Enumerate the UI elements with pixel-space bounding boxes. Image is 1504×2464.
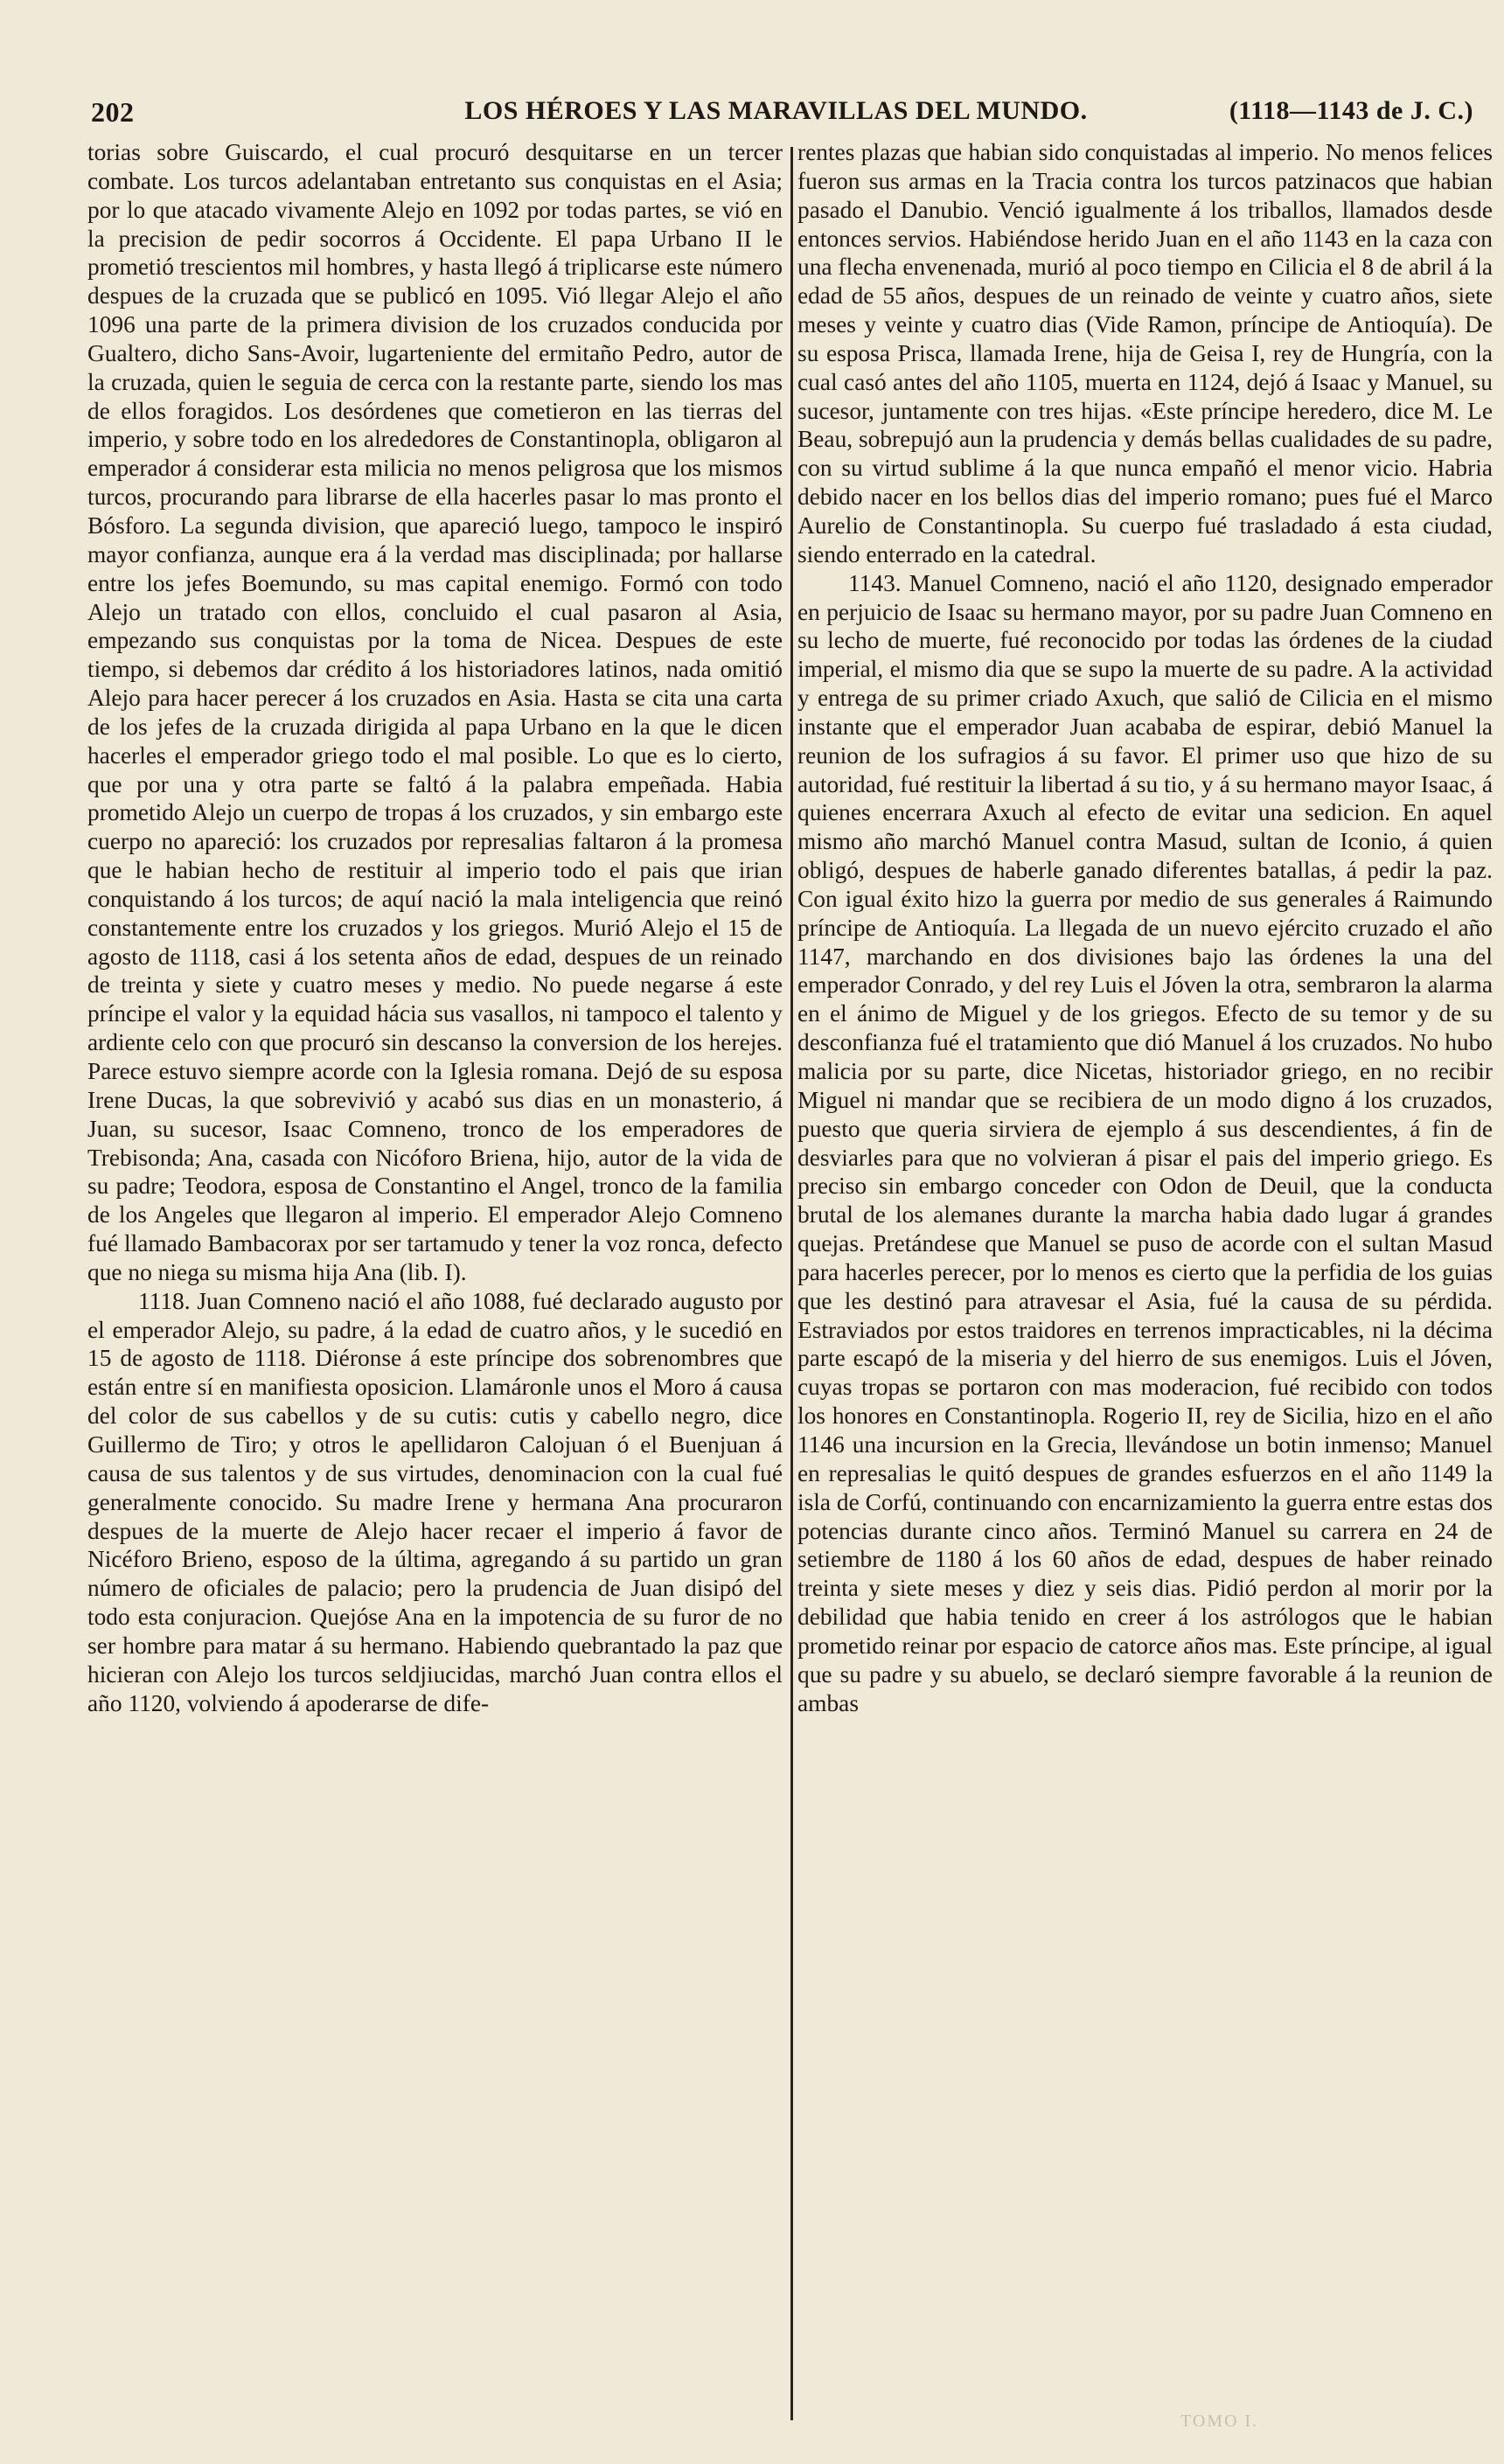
date-range: (1118—1143 de J. C.) (1229, 96, 1473, 125)
book-title: LOS HÉROES Y LAS MARAVILLAS DEL MUNDO. (464, 96, 1088, 125)
right-paragraph-juan-continued: rentes plazas que habian sido conquistadas al imperio. No menos felices fueron sus armas en la Tracia contra los turcos patzinacos que habian pasado el Danubio. Venció igualmente á los triballos, llamados desde entonces servios. Habiéndose herido Juan en el año 1143 en la caza con una flecha envenenada, murió al poco tiempo en Cilicia el 8 de abril á la edad de 55 años, despues de un reinado de veinte y cuatro años, siete meses y veinte y cuatro dias (Vide Ramon, príncipe de Antioquía). De su esposa Prisca, llamada Irene, hija de Geisa I, rey de Hungría, con la cual casó antes del año 1105, muerta en 1124, dejó á Isaac y Manuel, su sucesor, juntamente con tres hijas. «Este príncipe heredero, dice M. Le Beau, sobrepujó aun la prudencia y demás bellas cualidades de su padre, con su virtud sublime á la que nunca empañó el menor vicio. Habria debido nacer en los bellos dias del imperio romano; pues fué el Marco Aurelio de Constantinopla. Su cuerpo fué trasladado á esta ciudad, siendo enterrado en la catedral. (797, 139, 1493, 567)
left-paragraph-juan-comneno: 1118. Juan Comneno nació el año 1088, fué declarado augusto por el emperador Alejo, su padre, á la edad de cuatro años, y le sucedió en 15 de agosto de 1118. Diéronse á este príncipe dos sobrenombres que están entre sí en manifiesta oposicion. Llamáronle unos el Moro á causa del color de sus cabellos y de su cutis: cutis y cabello negro, dice Guillermo de Tiro; y otros le apellidaron Calojuan ó el Buenjuan á causa de sus talentos y de sus virtudes, denominacion con la cual fué generalmente conocido. Su madre Irene y hermana Ana procuraron despues de la muerte de Alejo hacer recaer el imperio á favor de Nicéforo Brieno, esposo de la última, agregando á su partido un gran número de oficiales de palacio; pero la prudencia de Juan disipó del todo esta conjuracion. Quejóse Ana en la impotencia de su furor de no ser hombre para matar á su hermano. Habiendo quebrantado la paz que hicieran con Alejo los turcos seldjiucidas, marchó Juan contra ellos el año 1120, volviendo á apoderarse de dife- (87, 1287, 783, 1716)
left-column (87, 138, 783, 2394)
column-divider (790, 147, 793, 2420)
show-through-footer: TOMO I. (1180, 2412, 1259, 2431)
page-number: 202 (91, 96, 135, 128)
left-paragraph-alejo: torias sobre Guiscardo, el cual procuró desquitarse en un tercer combate. Los turcos adelantaban entretanto sus conquistas en el Asia; por lo que atacado vivamente Alejo en 1092 por todas partes, se vió en la precision de pedir socorros á Occidente. El papa Urbano II le prometió trescientos mil hombres, y hasta llegó á triplicarse este número despues de la cruzada que se publicó en 1095. Vió llegar Alejo el año 1096 una parte de la primera division de los cruzados conducida por Gualtero, dicho Sans-Avoir, lugarteniente del ermitaño Pedro, autor de la cruzada, quien le seguia de cerca con la restante parte, siendo los mas de ellos foragidos. Los desórdenes que cometieron en las tierras del imperio, y sobre todo en los alrededores de Constantinopla, obligaron al emperador á considerar esta milicia no menos peligrosa que los mismos turcos, procurando para librarse de ella hacerles pasar lo mas pronto el Bósforo. La segunda division, que apareció luego, tampoco le inspiró mayor confianza, aunque era á la verdad mas disciplinada; por hallarse entre los jefes Boemundo, su mas capital enemigo. Formó con todo Alejo un tratado con ellos, concluido el cual pasaron al Asia, empezando sus conquistas por la toma de Nicea. Despues de este tiempo, si debemos dar crédito á los historiadores latinos, nada omitió Alejo para hacer perecer á los cruzados en Asia. Hasta se cita una carta de los jefes de la cruzada dirigida al papa Urbano en la que le dicen hacerles el emperador griego todo el mal posible. Lo que es lo cierto, que por una y otra parte se faltó á la palabra empeñada. Habia prometido Alejo un cuerpo de tropas á los cruzados, y sin embargo este cuerpo no apareció: los cruzados por represalias faltaron á la promesa que le habian hecho de restituir al imperio todo el pais que irian conquistando á los turcos; de aquí nació la mala inteligencia que reinó constantemente entre los cruzados y los griegos. Murió Alejo el 15 de agosto de 1118, casi á los setenta años de edad, despues de un reinado de treinta y siete y cuatro meses y medio. No puede negarse á este príncipe el valor y la equidad hácia sus vasallos, ni tampoco el talento y ardiente celo con que procuró sin descanso la conversion de los herejes. Parece estuvo siempre acorde con la Iglesia romana. Dejó de su esposa Irene Ducas, la que sobrevivió y acabó sus dias en un monasterio, á Juan, su sucesor, Isaac Comneno, tronco de los emperadores de Trebisonda; Ana, casada con Nicóforo Briena, hijo, autor de la vida de su padre; Teodora, esposa de Constantino el Angel, tronco de la familia de los Angeles que llegaron al imperio. El emperador Alejo Comneno fué llamado Bambacorax por ser tartamudo y tener la voz ronca, defecto que no niega su misma hija Ana (lib. I). (87, 139, 783, 1285)
right-column (797, 138, 1493, 2394)
running-header (79, 87, 1473, 129)
right-paragraph-manuel-comneno: 1143. Manuel Comneno, nació el año 1120, designado emperador en perjuicio de Isaac su hermano mayor, por su padre Juan Comneno en su lecho de muerte, fué reconocido por todas las órdenes de la ciudad imperial, el mismo dia que se supo la muerte de su padre. A la actividad y entrega de su primer criado Axuch, que salió de Cilicia en el mismo instante que el emperador Juan acababa de espirar, debió Manuel la reunion de los sufragios á su favor. El primer uso que hizo de su autoridad, fué restituir la libertad á su tio, y á su hermano mayor Isaac, á quienes encerrara Axuch al efecto de evitar una sedicion. En aquel mismo año marchó Manuel contra Masud, sultan de Iconio, á quien obligó, despues de haberle ganado diferentes batallas, á pedir la paz. Con igual éxito hizo la guerra por medio de sus generales á Raimundo príncipe de Antioquía. La llegada de un nuevo ejército cruzado el año 1147, marchando en dos divisiones bajo las órdenes la una del emperador Conrado, y del rey Luis el Jóven la otra, sembraron la alarma en el ánimo de Miguel y de los griegos. Efecto de su temor y de su desconfianza fué el tratamiento que dió Manuel á los cruzados. No hubo malicia por su parte, dice Nicetas, historiador griego, en no recibir Miguel ni mandar que se recibiera de un modo digno á los cruzados, puesto que queria sirviera de ejemplo á sus descendientes, á fin de desviarles para que no volvieran á pisar el pais del imperio griego. Es preciso sin embargo conceder con Odon de Deuil, que la conducta brutal de los alemanes durante la marcha habia dado lugar á grandes quejas. Pretándese que Manuel se puso de acorde con el sultan Masud para hacerles perecer, por lo menos es cierto que la perfidia de los guias que les destinó para atravesar el Asia, fué la causa de su pérdida. Estraviados por estos traidores en terrenos impracticables, ni la décima parte escapó de la miseria y del hierro de sus enemigos. Luis el Jóven, cuyas tropas se portaron con mas moderacion, fué recibido con todos los honores en Constantinopla. Rogerio II, rey de Sicilia, hizo en el año 1146 una incursion en la Grecia, llevándose un botin inmenso; Manuel en represalias le quitó despues de grandes esfuerzos en el año 1149 la isla de Corfú, continuando con encarnizamiento la guerra entre estas dos potencias durante cinco años. Terminó Manuel su carrera en 24 de setiembre de 1180 á los 60 años de edad, despues de haber reinado treinta y siete meses y diez y seis dias. Pidió perdon al morir por la debilidad que habia tenido en creer á los astrólogos que le habian prometido reinar por espacio de catorce años mas. Este príncipe, al igual que su padre y su abuelo, se declaró siempre favorable á la reunion de ambas (797, 569, 1493, 1716)
